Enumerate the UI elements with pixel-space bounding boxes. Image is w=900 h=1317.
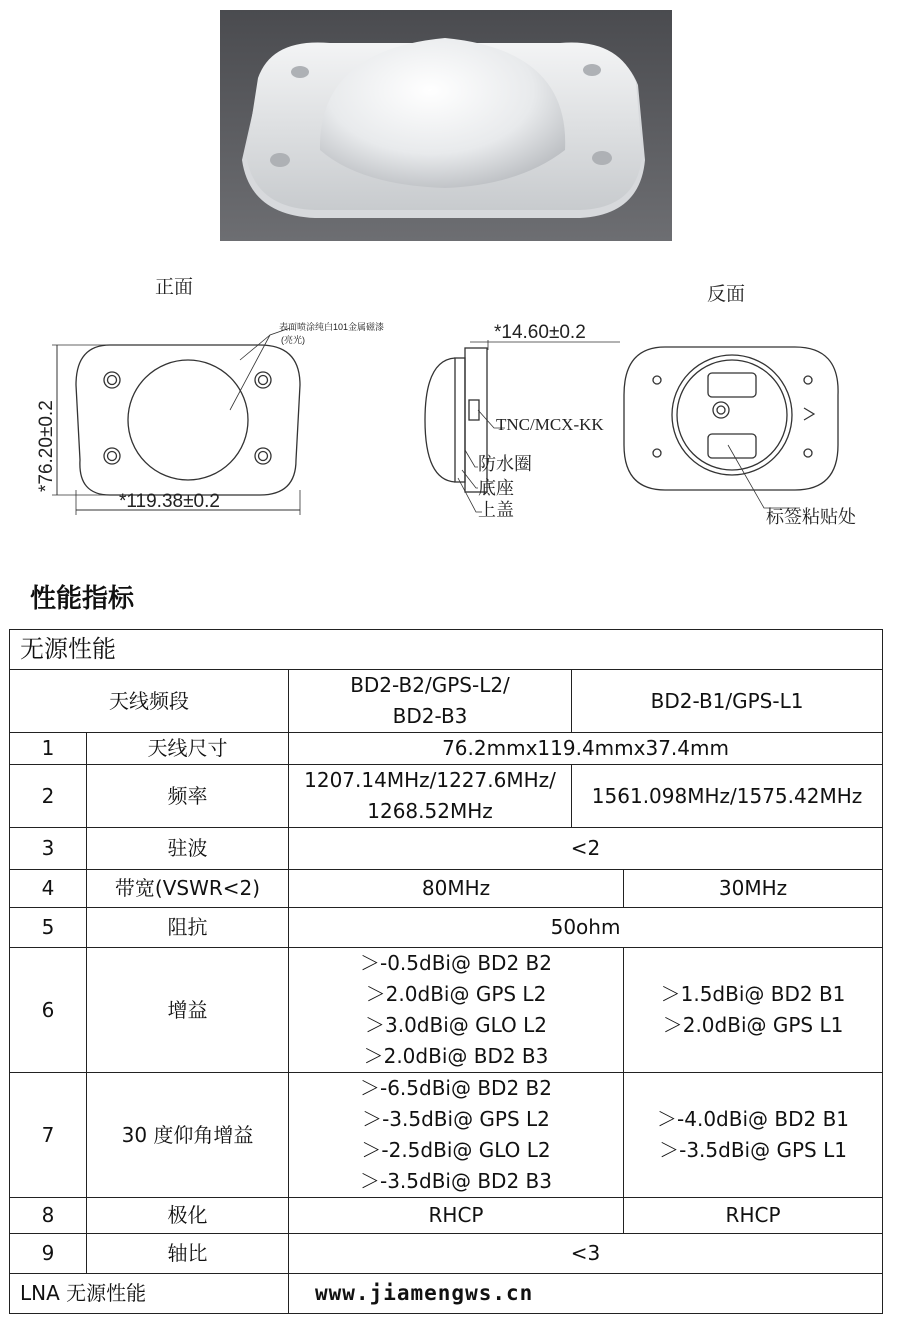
table-row: 3 驻波 <2 (10, 828, 883, 870)
gain-b2: ＞-0.5dBi@ BD2 B2 ＞2.0dBi@ GPS L2 ＞3.0dBi@ GLO L2 ＞2.0dBi@ BD2 B3 (289, 948, 624, 1073)
front-view-label: 正面 (155, 277, 194, 298)
coating-note: 表面喷涂纯白101金属磁漆 (279, 322, 385, 332)
table-row: 5 阻抗 50ohm (10, 908, 883, 948)
coating-note-2: (亮光) (281, 335, 305, 345)
label-area: 标签粘贴处 (766, 507, 856, 527)
table-title: 无源性能 (10, 630, 883, 670)
back-view-label: 反面 (707, 284, 746, 305)
table-row: 7 30 度仰角增益 ＞-6.5dBi@ BD2 B2 ＞-3.5dBi@ GPS L2 ＞-2.5dBi@ GLO L2 ＞-3.5dBi@ BD2 B3 ＞-4.0dBi@ BD2 B1 ＞-3.5dBi@ GPS L1 (10, 1073, 883, 1198)
back-view (624, 347, 838, 508)
footer-label: LNA 无源性能 (10, 1274, 289, 1314)
footer-url: www.jiamengws.cn (289, 1274, 883, 1314)
depth-dimension: *14.60±0.2 (494, 322, 586, 343)
elev-gain-b1: ＞-4.0dBi@ BD2 B1 ＞-3.5dBi@ GPS L1 (624, 1073, 883, 1198)
freq-b1: 1561.098MHz/1575.42MHz (572, 765, 883, 828)
product-photo (220, 10, 672, 241)
spec-table (9, 629, 883, 1314)
cover-label: 上盖 (478, 500, 514, 520)
table-row: 2 频率 1207.14MHz/1227.6MHz/ 1268.52MHz 1561.098MHz/1575.42MHz (10, 765, 883, 828)
technical-drawing (0, 260, 900, 560)
base-label: 底座 (478, 478, 514, 498)
band-header: 天线频段 (10, 670, 289, 733)
col-b2-header: BD2-B2/GPS-L2/ BD2-B3 (289, 670, 572, 733)
table-row: 1 天线尺寸 76.2mmx119.4mmx37.4mm (10, 733, 883, 765)
elev-gain-b2: ＞-6.5dBi@ BD2 B2 ＞-3.5dBi@ GPS L2 ＞-2.5dBi@ GLO L2 ＞-3.5dBi@ BD2 B3 (289, 1073, 624, 1198)
col-b1-header: BD2-B1/GPS-L1 (572, 670, 883, 733)
seal-label: 防水圈 (478, 454, 532, 474)
freq-b2: 1207.14MHz/1227.6MHz/ 1268.52MHz (289, 765, 572, 828)
table-row: 9 轴比 <3 (10, 1234, 883, 1274)
table-row (10, 1274, 883, 1314)
section-title: 性能指标 (30, 584, 135, 614)
gain-b1: ＞1.5dBi@ BD2 B1 ＞2.0dBi@ GPS L1 (624, 948, 883, 1073)
height-dimension: *76.20±0.2 (36, 400, 57, 492)
table-row: 6 增益 ＞-0.5dBi@ BD2 B2 ＞2.0dBi@ GPS L2 ＞3.0dBi@ GLO L2 ＞2.0dBi@ BD2 B3 ＞1.5dBi@ BD2 B1 ＞2.0dBi@ GPS L1 (10, 948, 883, 1073)
table-row (10, 670, 883, 733)
table-row: 8 极化 RHCP RHCP (10, 1198, 883, 1234)
front-view (52, 328, 300, 515)
width-dimension: *119.38±0.2 (119, 491, 220, 512)
connector-label: TNC/MCX-KK (496, 415, 604, 434)
table-row: 4 带宽(VSWR<2) 80MHz 30MHz (10, 870, 883, 908)
